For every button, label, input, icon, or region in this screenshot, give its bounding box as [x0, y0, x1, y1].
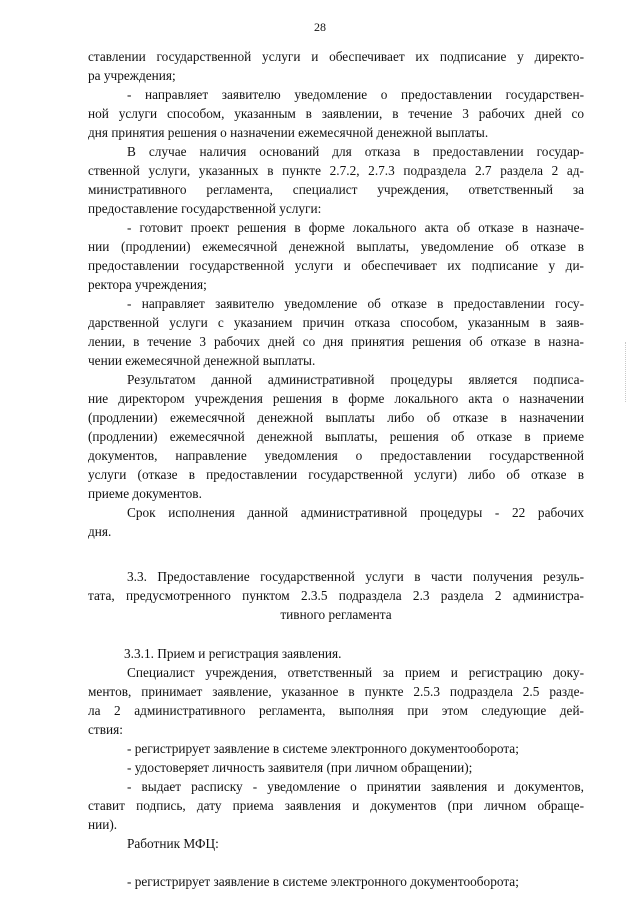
section-heading-line: 3.3. Предоставление государственной услуги в части получения резуль- — [127, 569, 584, 584]
list-item: - удостоверяет личность заявителя (при личном обращении); — [127, 760, 473, 775]
subsection-heading: 3.3.1. Прием и регистрация заявления. — [124, 646, 342, 661]
text-line: дня. — [88, 524, 112, 539]
text-line: лении, в течение 3 рабочих дней со дня принятия решения об отказе в назна- — [88, 334, 584, 349]
text-line: ла 2 административного регламента, выполняя при этом следующие дей- — [88, 703, 584, 718]
text-line: услуги (отказе в предоставлении государственной услуги) либо об отказе в — [88, 467, 584, 482]
text-line: Результатом данной административной процедуры является подписа- — [127, 372, 584, 387]
text-line: ственной услуги, указанных в пункте 2.7.2, 2.7.3 подраздела 2.7 раздела 2 ад- — [88, 163, 584, 178]
text-line: - направляет заявителю уведомление о предоставлении государствен- — [127, 87, 584, 102]
scan-edge-marks — [625, 342, 628, 402]
list-item: - регистрирует заявление в системе электронного документооборота; — [127, 874, 519, 889]
text-line: - направляет заявителю уведомление об отказе в предоставлении госу- — [127, 296, 584, 311]
text-line: ние директором учреждения решения в форме локального акта о назначении — [88, 391, 584, 406]
section-heading-line: тивного регламента — [280, 607, 392, 622]
text-line: ставлении государственной услуги и обеспечивает их подписание у директо- — [88, 49, 584, 64]
text-line: приеме документов. — [88, 486, 202, 501]
text-line: ра учреждения; — [88, 68, 176, 83]
text-line: министративного регламента, специалист учреждения, ответственный за — [88, 182, 584, 197]
list-item: - выдает расписку - уведомление о принятии заявления и документов, — [127, 779, 584, 794]
text-line: ректора учреждения; — [88, 277, 207, 292]
text-line: ставит подпись, дату приема заявления и документов (при личном обраще- — [88, 798, 584, 813]
text-line: В случае наличия оснований для отказа в предоставлении государ- — [127, 144, 584, 159]
text-line: нии (продлении) ежемесячной денежной выплаты, уведомление об отказе в — [88, 239, 584, 254]
text-line: нии). — [88, 817, 118, 832]
page-number: 28 — [314, 20, 326, 34]
text-line: Срок исполнения данной административной процедуры - 22 рабочих — [127, 505, 584, 520]
text-line: (продлении) ежемесячной денежной выплаты либо об отказе в назначении — [88, 410, 584, 425]
text-line: дарственной услуги с указанием причин отказа способом, указанным в заяв- — [88, 315, 584, 330]
text-line: (продлении) ежемесячной денежной выплаты, решения об отказе в приеме — [88, 429, 584, 444]
text-line: документов, направление уведомления о предоставлении государственной — [88, 448, 584, 463]
list-item: - регистрирует заявление в системе электронного документооборота; — [127, 741, 519, 756]
text-line: ствия: — [88, 722, 123, 737]
text-line: Специалист учреждения, ответственный за прием и регистрацию доку- — [127, 665, 584, 680]
text-line: предоставление государственной услуги: — [88, 201, 322, 216]
text-line: предоставлении государственной услуги и обеспечивает их подписание у ди- — [88, 258, 584, 273]
text-line: ной услуги способом, указанным в заявлении, в течение 3 рабочих дней со — [88, 106, 584, 121]
text-line: дня принятия решения о назначении ежемесячной денежной выплаты. — [88, 125, 489, 140]
section-heading-line: тата, предусмотренного пунктом 2.3.5 подраздела 2.3 раздела 2 администра- — [88, 588, 584, 603]
text-line: ментов, принимает заявление, указанное в пункте 2.5.3 подраздела 2.5 разде- — [88, 684, 584, 699]
text-line: чении ежемесячной денежной выплаты. — [88, 353, 316, 368]
text-line: Работник МФЦ: — [127, 836, 219, 851]
text-line: - готовит проект решения в форме локального акта об отказе в назначе- — [127, 220, 584, 235]
